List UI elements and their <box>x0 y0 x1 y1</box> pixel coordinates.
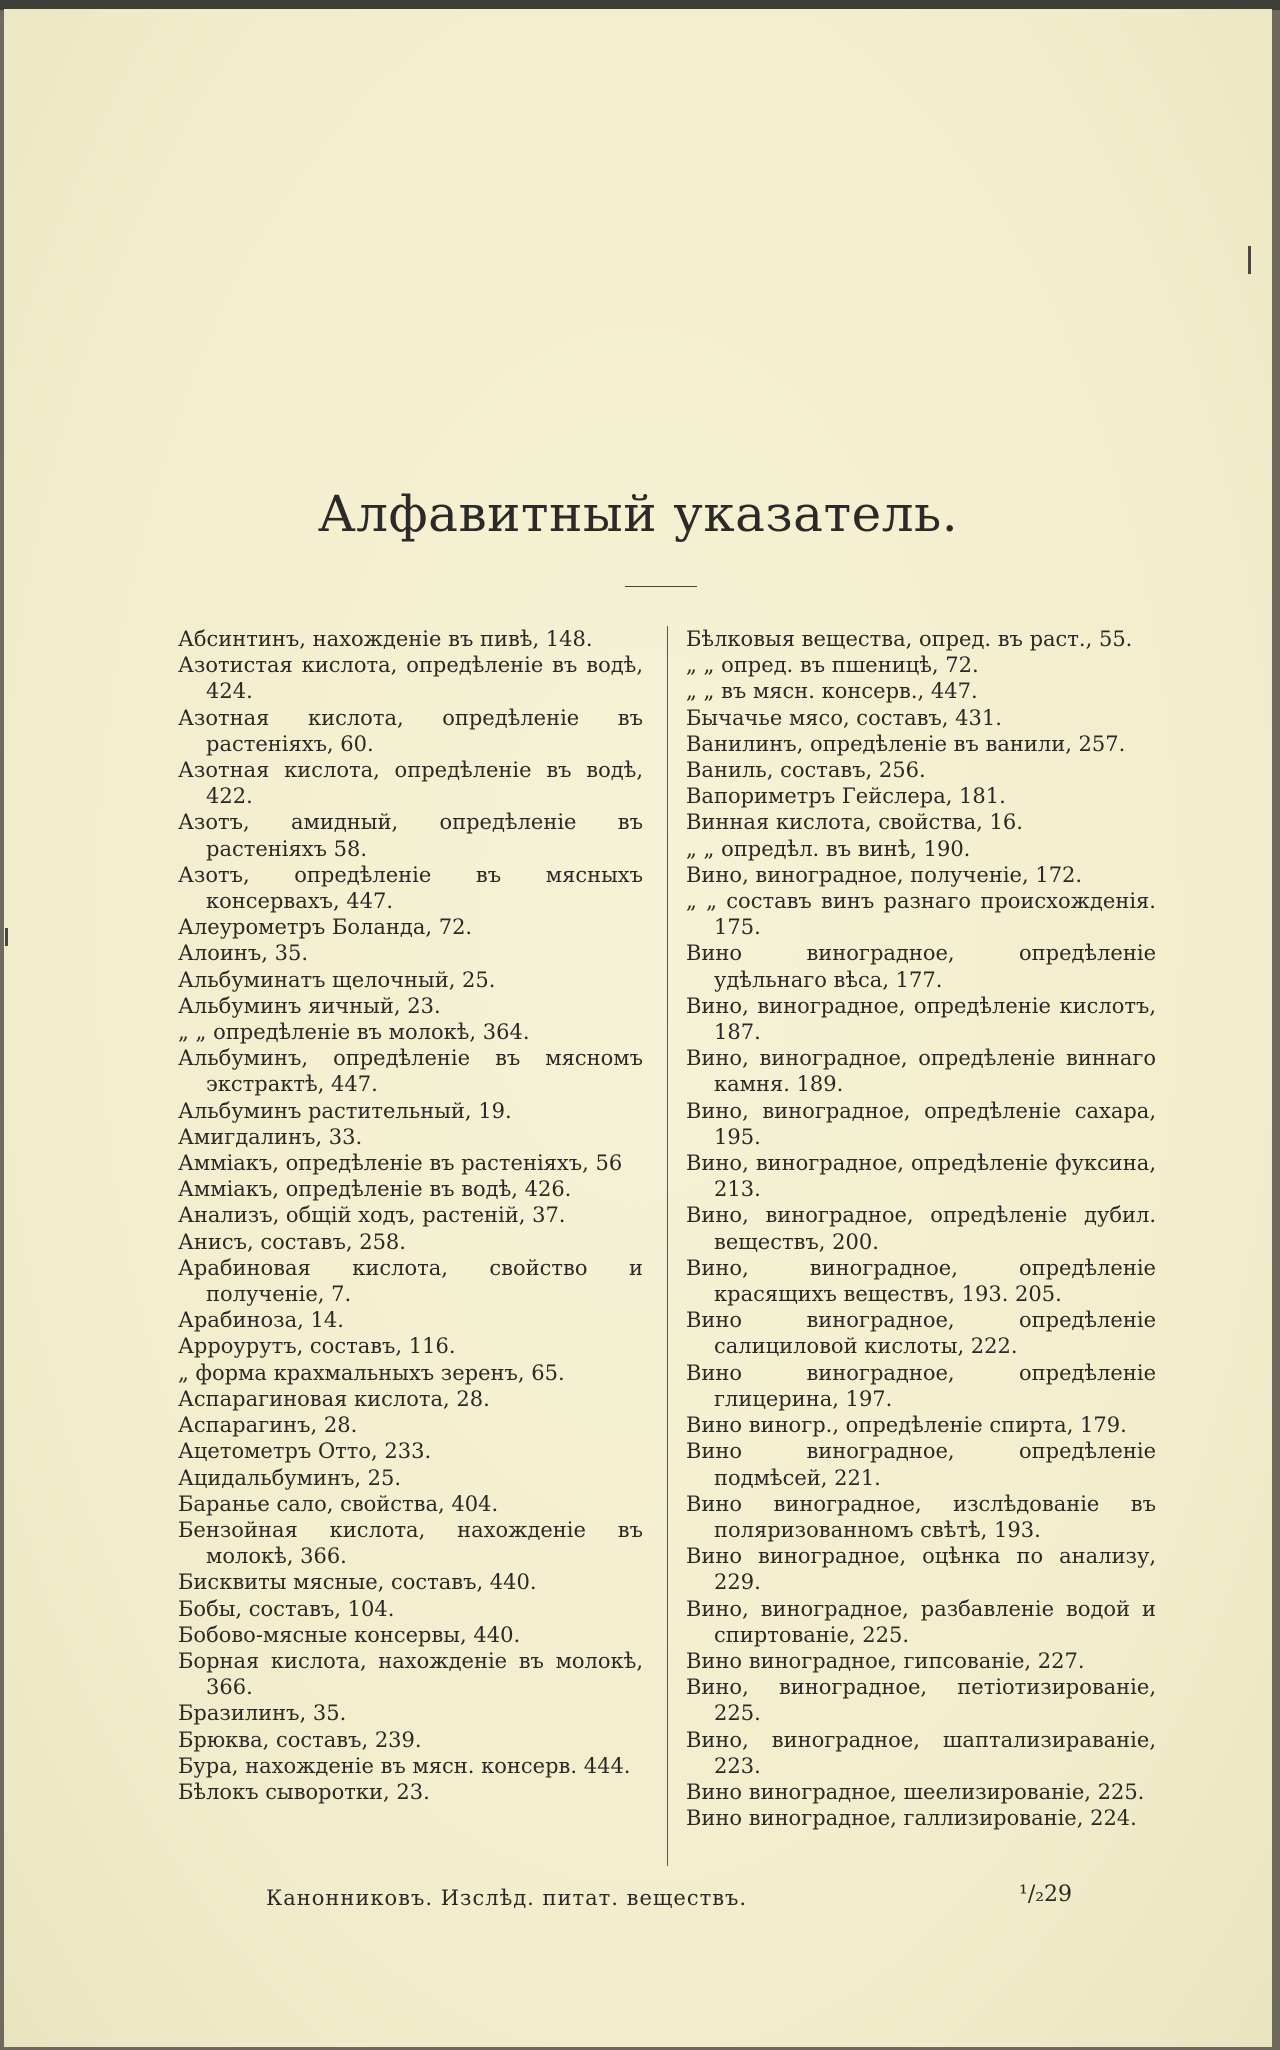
index-entry: Вино, виноградное, опредѣленіе дубил. веществъ, 200. <box>686 1203 1156 1254</box>
index-entry: „ „ опредѣленіе въ молокѣ, 364. <box>178 1020 530 1045</box>
index-entry: Ваниль, составъ, 256. <box>686 758 926 783</box>
index-entry: Брюква, составъ, 239. <box>178 1727 422 1752</box>
index-entry: Арабиноза, 14. <box>178 1308 344 1333</box>
index-entry: Вино виноградное, опредѣленіе подмѣсей, 221. <box>686 1439 1156 1490</box>
index-entry: Азотистая кислота, опредѣленіе въ водѣ, 424. <box>178 653 643 704</box>
footer-credit: Канонниковъ. Изслѣд. питат. веществъ. <box>266 1886 748 1910</box>
index-entry: Вино виноградное, галлизированіе, 224. <box>686 1806 1137 1831</box>
index-entry: „ „ опредѣл. въ винѣ, 190. <box>686 836 971 861</box>
index-entry: Амигдалинъ, 33. <box>178 1124 363 1149</box>
index-entry: Ванилинъ, опредѣленіе въ ванили, 257. <box>686 731 1126 756</box>
index-entry: Альбуминатъ щелочный, 25. <box>178 967 496 992</box>
index-entry: Вино виноградное, опредѣленіе глицерина, 197. <box>686 1360 1156 1411</box>
index-entry: Вино виноградное, изслѣдованіе въ поляризованномъ свѣтѣ, 193. <box>686 1491 1156 1542</box>
signature-mark: ¹/₂29 <box>1019 1882 1073 1907</box>
index-entry: Вино, виноградное, петіотизированіе, 225. <box>686 1675 1156 1726</box>
index-entry: Бисквиты мясные, составъ, 440. <box>178 1570 537 1595</box>
index-entry: Бура, нахожденіе въ мясн. консерв. 444. <box>178 1753 631 1778</box>
index-entry: Бразилинъ, 35. <box>178 1701 347 1726</box>
index-column-left <box>178 626 643 1805</box>
index-entry: Бобово-мясные консервы, 440. <box>178 1622 521 1647</box>
scan-speck <box>1248 246 1251 274</box>
index-entry: Арабиновая кислота, свойство и полученіе, 7. <box>178 1255 643 1307</box>
index-entry: Азотная кислота, опредѣленіе въ растеніяхъ, 60. <box>178 705 643 756</box>
index-entry: Вино, виноградное, разбавленіе водой и спиртованіе, 225. <box>686 1596 1156 1647</box>
index-entry: Арроурутъ, составъ, 116. <box>178 1334 456 1359</box>
index-column-right <box>686 626 1156 1831</box>
index-entry: Бензойная кислота, нахожденіе въ молокѣ, 366. <box>178 1517 643 1569</box>
index-entry: Ацетометръ Отто, 233. <box>178 1439 432 1464</box>
index-entry: „ „ опред. въ пшеницѣ, 72. <box>686 653 979 678</box>
index-entry: Баранье сало, свойства, 404. <box>178 1491 499 1516</box>
title-rule <box>625 586 697 587</box>
index-entry: Аспарагинъ, 28. <box>178 1413 358 1438</box>
index-entry: Вино виноградное, гипсованіе, 227. <box>686 1648 1085 1673</box>
index-entry: Абсинтинъ, нахожденіе въ пивѣ, 148. <box>178 627 593 651</box>
index-entry: Альбуминъ, опредѣленіе въ мясномъ экстрактѣ, 447. <box>178 1046 643 1097</box>
index-entry: Вино виноградное, шеелизированіе, 225. <box>686 1779 1145 1804</box>
index-entry: Алеурометръ Боланда, 72. <box>178 915 473 940</box>
index-entry: Аммiакъ, опредѣленіе въ водѣ, 426. <box>178 1177 572 1202</box>
index-entry: Вино виногр., опредѣленіе спирта, 179. <box>686 1413 1127 1438</box>
index-entry: Альбуминъ растительный, 19. <box>178 1098 512 1123</box>
index-entry: Вино, виноградное, опредѣленіе сахара, 195. <box>686 1098 1156 1149</box>
scan-speck <box>5 928 8 946</box>
index-entry: Вино, виноградное, опредѣленіе кислотъ, 187. <box>686 993 1156 1045</box>
index-entry: Вино виноградное, опредѣленіе удѣльнаго вѣса, 177. <box>686 941 1156 992</box>
index-entry: Бобы, составъ, 104. <box>178 1596 395 1621</box>
index-entry: Вино, виноградное, опредѣленіе виннаго камня. 189. <box>686 1046 1156 1097</box>
index-entry: Альбуминъ яичный, 23. <box>178 993 441 1018</box>
index-entry: Анализъ, общій ходъ, растеній, 37. <box>178 1203 566 1228</box>
index-entry: Бѣлковыя вещества, опред. въ раст., 55. <box>686 627 1133 651</box>
index-entry: Азотная кислота, опредѣленіе въ водѣ, 422. <box>178 758 643 809</box>
index-entry: Алоинъ, 35. <box>178 941 308 966</box>
index-entry: „ форма крахмальныхъ зеренъ, 65. <box>178 1360 565 1385</box>
column-divider <box>667 626 668 1866</box>
index-entry: „ „ въ мясн. консерв., 447. <box>686 679 978 704</box>
index-entry: Азотъ, амидный, опредѣленіе въ растеніяхъ 58. <box>178 810 643 861</box>
index-entry: Вино, виноградное, опредѣленіе фуксина, 213. <box>686 1151 1156 1202</box>
index-entry: Бычачье мясо, составъ, 431. <box>686 705 1002 730</box>
index-entry: Вино, виноградное, шаптализираваніе, 223. <box>686 1727 1156 1778</box>
index-entry: Азотъ, опредѣленіе въ мясныхъ консервахъ, 447. <box>178 862 643 914</box>
index-entry: Анисъ, составъ, 258. <box>178 1229 406 1254</box>
index-entry: Аммiакъ, опредѣленіе въ растеніяхъ, 56 <box>178 1151 623 1176</box>
document-page <box>4 9 1272 2047</box>
index-entry: Бѣлокъ сыворотки, 23. <box>178 1779 430 1804</box>
index-entry: Вино, виноградное, полученіе, 172. <box>686 862 1083 887</box>
index-entry: Вино виноградное, оцѣнка по анализу, 229. <box>686 1544 1156 1595</box>
index-entry: Вапориметръ Гейслера, 181. <box>686 784 1006 809</box>
index-entry: Вино виноградное, опредѣленіе салициловой кислоты, 222. <box>686 1308 1156 1359</box>
index-entry: Винная кислота, свойства, 16. <box>686 810 1023 835</box>
index-entry: Аспарагиновая кислота, 28. <box>178 1386 490 1411</box>
index-entry: Борная кислота, нахожденіе въ молокѣ, 366. <box>178 1648 643 1700</box>
index-entry: „ „ составъ винъ разнаго происхожденія. 175. <box>686 889 1156 940</box>
index-entry: Вино, виноградное, опредѣленіе красящихъ веществъ, 193. 205. <box>686 1255 1156 1307</box>
index-entry: Ацидальбуминъ, 25. <box>178 1465 402 1490</box>
page-title: Алфавитный указатель. <box>317 485 959 543</box>
